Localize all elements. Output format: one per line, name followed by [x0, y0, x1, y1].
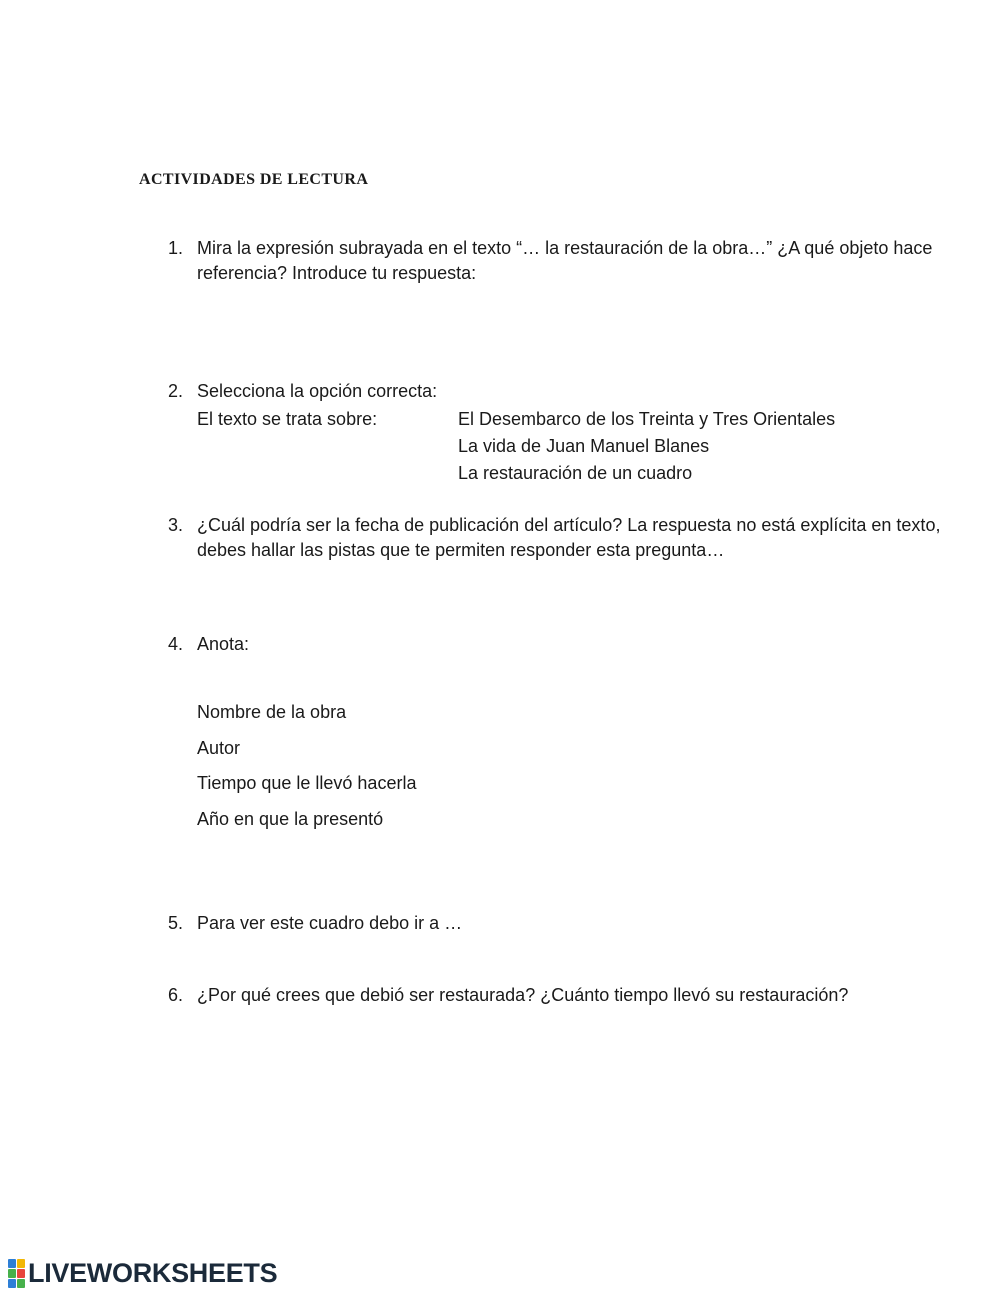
- logo-square: [8, 1259, 16, 1268]
- field-label-anio: Año en que la presentó: [197, 809, 384, 829]
- question-1-number: 1.: [168, 238, 184, 258]
- option-1[interactable]: El Desembarco de los Treinta y Tres Orientales: [458, 409, 836, 429]
- field-label-autor: Autor: [197, 738, 241, 758]
- question-2-number: 2.: [168, 381, 184, 401]
- logo-square: [8, 1269, 16, 1278]
- logo-square: [17, 1269, 25, 1278]
- question-2-label: El texto se trata sobre:: [197, 409, 378, 429]
- question-6-number: 6.: [168, 985, 184, 1005]
- question-3-text-line2: debes hallar las pistas que te permiten responder esta pregunta…: [197, 540, 725, 560]
- logo-square: [17, 1259, 25, 1268]
- question-3-text: ¿Cuál podría ser la fecha de publicación del artículo? La respuesta no está explícita en texto,: [197, 515, 941, 535]
- question-1-text: Mira la expresión subrayada en el texto “… la restauración de la obra…” ¿A qué objeto hace: [197, 238, 933, 258]
- question-5-text: Para ver este cuadro debo ir a …: [197, 913, 463, 933]
- field-label-tiempo: Tiempo que le llevó hacerla: [197, 773, 417, 793]
- question-2-text: Selecciona la opción correcta:: [197, 381, 438, 401]
- question-5-number: 5.: [168, 913, 184, 933]
- field-label-nombre: Nombre de la obra: [197, 702, 347, 722]
- question-1-text-line2: referencia? Introduce tu respuesta:: [197, 263, 477, 283]
- question-3-number: 3.: [168, 515, 184, 535]
- logo-text: LIVEWORKSHEETS: [28, 1258, 278, 1288]
- option-2[interactable]: La vida de Juan Manuel Blanes: [458, 436, 710, 456]
- question-4-number: 4.: [168, 634, 184, 654]
- question-6-text: ¿Por qué crees que debió ser restaurada? ¿Cuánto tiempo llevó su restauración?: [197, 985, 849, 1005]
- logo-square: [8, 1279, 16, 1288]
- option-3[interactable]: La restauración de un cuadro: [458, 463, 693, 483]
- liveworksheets-logo: [8, 1258, 277, 1288]
- logo-square: [17, 1279, 25, 1288]
- page-title: ACTIVIDADES DE LECTURA: [139, 171, 369, 188]
- question-4-text: Anota:: [197, 634, 250, 654]
- logo-mark-icon: [8, 1259, 25, 1288]
